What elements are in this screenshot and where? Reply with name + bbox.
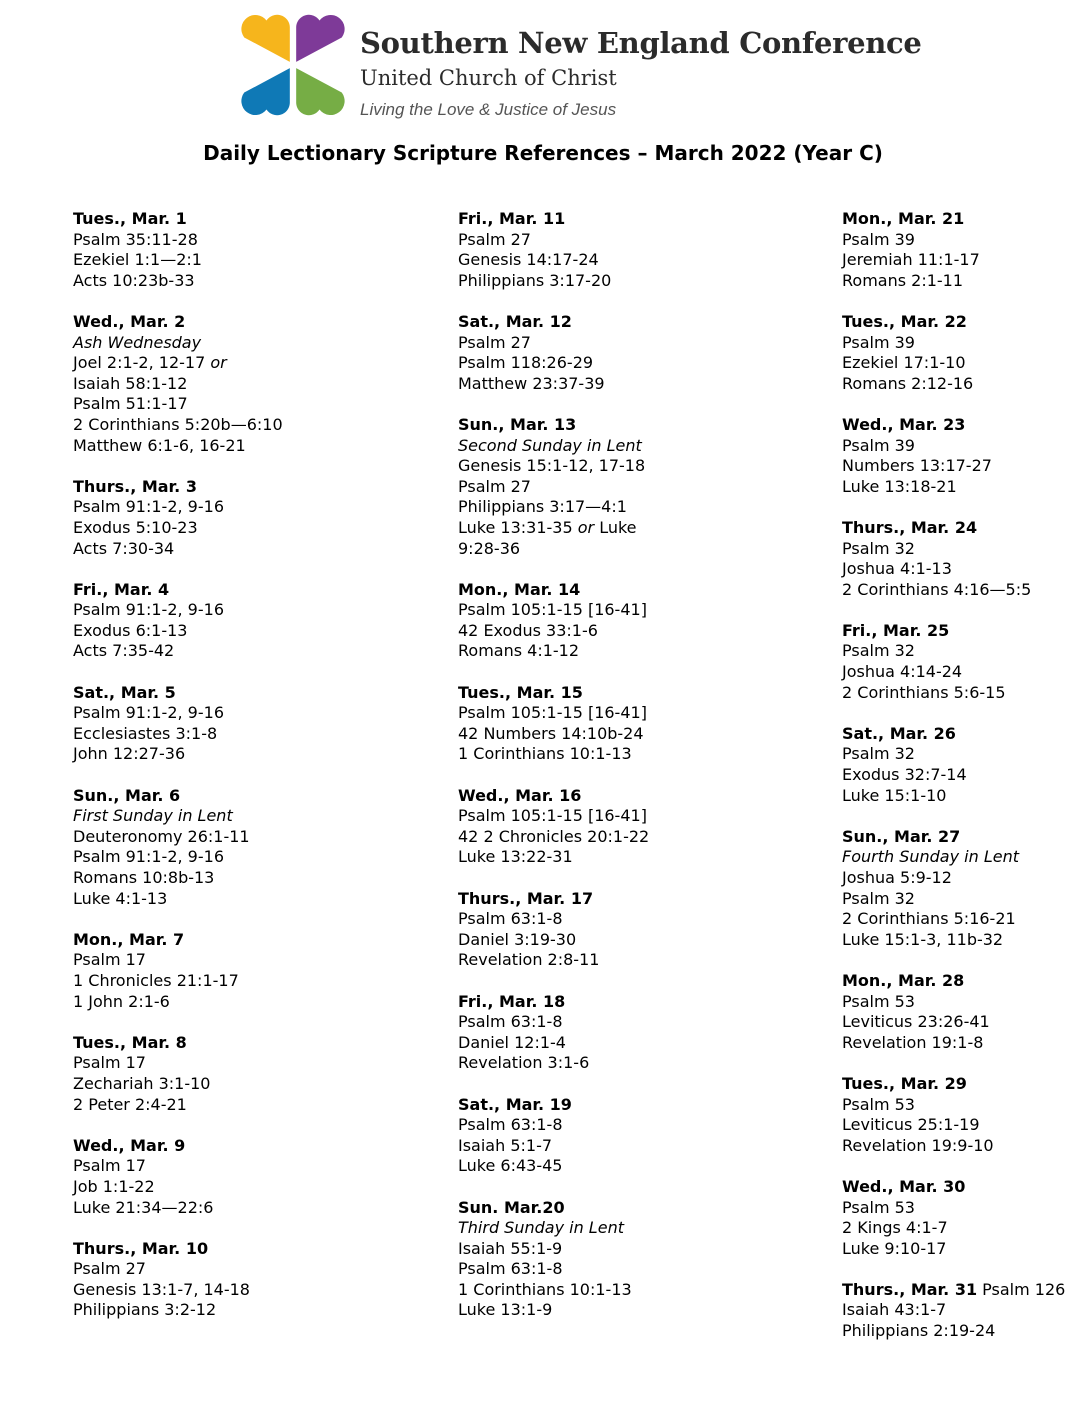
scripture-reference: Philippians 3:2-12	[73, 1300, 217, 1320]
scripture-reference: Luke 13:22-31	[458, 847, 573, 867]
day-date: Tues., Mar. 15	[458, 682, 583, 702]
scripture-reference: Philippians 3:17-20	[458, 270, 612, 290]
scripture-reference: Joshua 4:1-13	[842, 559, 952, 579]
scripture-reference: Psalm 39	[842, 435, 915, 455]
day-entry	[842, 724, 1082, 806]
day-heading	[73, 477, 453, 498]
scripture-reference: Ecclesiastes 3:1-8	[73, 723, 218, 743]
scripture-reference: 9:28-36	[458, 538, 521, 558]
scripture-reference: Acts 10:23b-33	[73, 270, 195, 290]
day-entry	[73, 786, 453, 910]
day-heading	[842, 1074, 1082, 1095]
day-entry	[842, 621, 1082, 703]
scripture-reference: 2 Kings 4:1-7	[842, 1218, 948, 1238]
scripture-reference: Psalm 91:1-2, 9-16	[73, 600, 224, 620]
day-date: Sun. Mar.20	[458, 1197, 565, 1217]
org-tagline: Living the Love & Justice of Jesus	[360, 100, 617, 119]
scripture-reference: Luke 13:1-9	[458, 1300, 553, 1320]
day-date: Wed., Mar. 23	[842, 414, 966, 434]
liturgical-note: Fourth Sunday in Lent	[842, 847, 1020, 867]
scripture-reference: Luke 4:1-13	[73, 888, 168, 908]
day-date: Thurs., Mar. 3	[73, 476, 197, 496]
liturgical-note: First Sunday in Lent	[73, 806, 233, 826]
day-entry	[73, 1136, 453, 1218]
day-heading	[458, 786, 838, 807]
scripture-reference: Romans 2:1-11	[842, 270, 964, 290]
day-entry	[842, 1177, 1082, 1259]
scripture-reference: Daniel 3:19-30	[458, 929, 577, 949]
reading-column-1	[73, 209, 453, 1342]
day-date: Fri., Mar. 25	[842, 620, 950, 640]
scripture-reference: Psalm 63:1-8	[458, 1115, 563, 1135]
scripture-reference: Luke 15:1-10	[842, 785, 947, 805]
day-entry	[458, 1095, 838, 1177]
scripture-reference: Joshua 5:9-12	[842, 868, 952, 887]
day-entry	[842, 415, 1082, 497]
day-heading	[458, 580, 838, 601]
scripture-reference: Acts 7:30-34	[73, 538, 175, 558]
scripture-reference: Daniel 12:1-4	[458, 1032, 566, 1052]
scripture-reference: Psalm 91:1-2, 9-16	[73, 847, 224, 867]
day-entry	[842, 1074, 1082, 1156]
day-date: Sat., Mar. 19	[458, 1094, 572, 1114]
scripture-reference: Luke 13:18-21	[842, 476, 957, 496]
scripture-reference: Psalm 91:1-2, 9-16	[73, 497, 224, 517]
day-heading	[842, 209, 1082, 230]
scripture-reference: Genesis 14:17-24	[458, 250, 599, 270]
scripture-reference: Luke 15:1-3, 11b-32	[842, 929, 1004, 949]
scripture-reference: Psalm 53	[842, 1094, 915, 1114]
scripture-reference: Psalm 32	[842, 538, 915, 558]
scripture-reference: Psalm 17	[73, 950, 146, 970]
day-entry	[458, 889, 838, 971]
day-heading	[842, 827, 1082, 848]
liturgical-note: Third Sunday in Lent	[458, 1218, 624, 1238]
day-entry	[458, 209, 838, 291]
day-date: Mon., Mar. 7	[73, 929, 185, 949]
document-title: Daily Lectionary Scripture References – March 2022 (Year C)	[203, 141, 883, 165]
heart-cross-logo-icon	[240, 12, 346, 118]
day-date: Tues., Mar. 8	[73, 1032, 187, 1052]
day-date: Mon., Mar. 28	[842, 970, 965, 990]
day-heading	[842, 1280, 1082, 1301]
day-date: Tues., Mar. 1	[73, 209, 187, 228]
scripture-reference: 1 Chronicles 21:1-17	[73, 970, 239, 990]
day-entry	[73, 580, 453, 662]
reading-column-3	[842, 209, 1082, 1362]
scripture-reference: Psalm 63:1-8	[458, 909, 563, 929]
scripture-reference: Genesis 13:1-7, 14-18	[73, 1279, 250, 1299]
scripture-reference: Philippians 2:19-24	[842, 1321, 996, 1341]
scripture-reference: Matthew 6:1-6, 16-21	[73, 435, 246, 455]
org-name: Southern New England Conference	[360, 26, 922, 60]
day-date: Sat., Mar. 12	[458, 311, 572, 331]
scripture-reference: Exodus 5:10-23	[73, 517, 198, 537]
day-entry	[842, 312, 1082, 394]
reading-column-2	[458, 209, 838, 1342]
scripture-reference: Jeremiah 11:1-17	[842, 250, 980, 270]
scripture-reference: Isaiah 55:1-9	[458, 1238, 563, 1258]
day-date: Tues., Mar. 22	[842, 311, 967, 331]
day-heading	[73, 1136, 453, 1157]
day-heading	[73, 209, 453, 230]
day-heading	[73, 1033, 453, 1054]
day-heading	[458, 683, 838, 704]
day-entry	[842, 971, 1082, 1053]
scripture-reference: Deuteronomy 26:1-11	[73, 826, 250, 846]
scripture-reference: Psalm 27	[458, 476, 531, 496]
scripture-reference: Isaiah 58:1-12	[73, 373, 188, 393]
scripture-reference: Isaiah 5:1-7	[458, 1135, 553, 1155]
scripture-reference: Revelation 19:1-8	[842, 1032, 984, 1052]
scripture-reference: Psalm 53	[842, 1197, 915, 1217]
day-heading	[458, 1095, 838, 1116]
scripture-reference: Joel 2:1-2, 12-17 or	[73, 353, 227, 373]
scripture-reference: Joshua 4:14-24	[842, 662, 963, 682]
day-date: Fri., Mar. 18	[458, 991, 566, 1011]
scripture-reference: Psalm 27	[458, 332, 531, 352]
letterhead	[240, 12, 922, 122]
scripture-reference: 1 John 2:1-6	[73, 991, 170, 1011]
scripture-reference: Isaiah 43:1-7	[842, 1300, 947, 1320]
day-date: Sun., Mar. 6	[73, 785, 181, 805]
day-heading	[842, 971, 1082, 992]
liturgical-note: Second Sunday in Lent	[458, 435, 642, 455]
day-heading	[73, 930, 453, 951]
day-entry	[73, 209, 453, 291]
scripture-reference: Psalm 17	[73, 1053, 146, 1073]
scripture-reference: Psalm 17	[73, 1156, 146, 1176]
scripture-reference: Psalm 63:1-8	[458, 1259, 563, 1279]
day-date: Wed., Mar. 9	[73, 1135, 186, 1155]
day-date: Wed., Mar. 30	[842, 1176, 966, 1196]
day-date: Sun., Mar. 27	[842, 826, 961, 846]
scripture-reference: Revelation 2:8-11	[458, 950, 600, 970]
scripture-reference: Psalm 32	[842, 641, 915, 661]
day-date: Thurs., Mar. 24	[842, 517, 978, 537]
day-entry	[73, 312, 453, 456]
scripture-reference: Revelation 19:9-10	[842, 1135, 994, 1155]
scripture-reference: Psalm 27	[458, 229, 531, 249]
scripture-reference: Revelation 3:1-6	[458, 1053, 590, 1073]
scripture-reference: Exodus 32:7-14	[842, 765, 967, 785]
scripture-reference: 42 Exodus 33:1-6	[458, 620, 598, 640]
day-heading	[458, 1198, 838, 1219]
day-entry	[458, 580, 838, 662]
scripture-reference: Luke 21:34—22:6	[73, 1197, 214, 1217]
day-date: Wed., Mar. 2	[73, 311, 186, 331]
day-heading	[73, 312, 453, 333]
scripture-reference: 2 Peter 2:4-21	[73, 1094, 187, 1114]
scripture-reference: Psalm 63:1-8	[458, 1012, 563, 1032]
day-date: Thurs., Mar. 10	[73, 1238, 209, 1258]
scripture-reference: Zechariah 3:1-10	[73, 1073, 211, 1093]
scripture-reference: Psalm 32	[842, 744, 915, 764]
day-entry	[73, 1239, 453, 1321]
day-entry	[842, 518, 1082, 600]
scripture-reference: Leviticus 23:26-41	[842, 1012, 990, 1032]
day-heading	[842, 312, 1082, 333]
scripture-reference: Ezekiel 1:1—2:1	[73, 250, 202, 270]
day-date: Mon., Mar. 21	[842, 209, 965, 228]
scripture-reference: Philippians 3:17—4:1	[458, 497, 627, 517]
day-entry	[458, 1198, 838, 1322]
day-entry	[842, 209, 1082, 291]
day-date: Tues., Mar. 29	[842, 1073, 967, 1093]
day-heading	[458, 312, 838, 333]
day-entry	[842, 1280, 1082, 1342]
scripture-reference: Psalm 105:1-15 [16-41]	[458, 703, 647, 723]
scripture-reference: Luke 13:31-35 or Luke	[458, 517, 637, 537]
scripture-reference: Luke 6:43-45	[458, 1156, 563, 1176]
scripture-reference: Romans 4:1-12	[458, 641, 580, 661]
scripture-reference: Numbers 13:17-27	[842, 456, 992, 476]
scripture-reference: 2 Corinthians 5:20b—6:10	[73, 414, 283, 434]
day-date: Sat., Mar. 5	[73, 682, 176, 702]
day-date: Mon., Mar. 14	[458, 579, 581, 599]
day-entry	[458, 415, 838, 559]
scripture-reference: Psalm 51:1-17	[73, 394, 188, 414]
scripture-reference: 2 Corinthians 5:16-21	[842, 909, 1016, 929]
day-entry	[458, 786, 838, 868]
scripture-reference: John 12:27-36	[73, 744, 186, 764]
day-date: Wed., Mar. 16	[458, 785, 582, 805]
day-heading	[458, 209, 838, 230]
day-entry	[73, 1033, 453, 1115]
day-entry	[73, 477, 453, 559]
scripture-reference: Psalm 105:1-15 [16-41]	[458, 806, 647, 826]
scripture-reference: Psalm 32	[842, 888, 915, 908]
day-entry	[458, 992, 838, 1074]
day-heading	[458, 889, 838, 910]
scripture-reference: Psalm 35:11-28	[73, 229, 198, 249]
day-heading	[842, 724, 1082, 745]
scripture-reference: 1 Corinthians 10:1-13	[458, 744, 632, 764]
day-heading	[842, 621, 1082, 642]
scripture-reference: 1 Corinthians 10:1-13	[458, 1279, 632, 1299]
day-heading	[73, 580, 453, 601]
reading-inline: Psalm 126	[982, 1279, 1066, 1299]
scripture-reference: Psalm 39	[842, 332, 915, 352]
day-date: Sat., Mar. 26	[842, 723, 956, 743]
scripture-reference: Luke 9:10-17	[842, 1238, 947, 1258]
day-date: Thurs., Mar. 31	[842, 1279, 978, 1299]
scripture-reference: Leviticus 25:1-19	[842, 1115, 980, 1135]
day-heading	[842, 415, 1082, 436]
day-entry	[842, 827, 1082, 951]
day-date: Sun., Mar. 13	[458, 414, 577, 434]
scripture-reference: Acts 7:35-42	[73, 641, 175, 661]
day-heading	[842, 1177, 1082, 1198]
scripture-reference: 2 Corinthians 4:16—5:5	[842, 579, 1032, 599]
scripture-reference: 2 Corinthians 5:6-15	[842, 682, 1006, 702]
scripture-reference: Psalm 27	[73, 1259, 146, 1279]
scripture-reference: 42 Numbers 14:10b-24	[458, 723, 644, 743]
scripture-reference: Psalm 53	[842, 991, 915, 1011]
org-subtitle: United Church of Christ	[360, 66, 617, 90]
day-entry	[458, 312, 838, 394]
scripture-reference: Job 1:1-22	[73, 1176, 155, 1196]
liturgical-note: Ash Wednesday	[73, 332, 202, 352]
scripture-reference: Matthew 23:37-39	[458, 373, 605, 393]
scripture-reference: Romans 10:8b-13	[73, 868, 215, 887]
day-entry	[73, 930, 453, 1012]
scripture-reference: Psalm 39	[842, 229, 915, 249]
day-date: Thurs., Mar. 17	[458, 888, 594, 908]
day-date: Fri., Mar. 11	[458, 209, 566, 228]
day-heading	[842, 518, 1082, 539]
day-heading	[458, 992, 838, 1013]
day-entry	[73, 683, 453, 765]
scripture-reference: Psalm 105:1-15 [16-41]	[458, 600, 647, 620]
scripture-reference: Genesis 15:1-12, 17-18	[458, 456, 646, 476]
day-heading	[73, 1239, 453, 1260]
scripture-reference: Ezekiel 17:1-10	[842, 353, 966, 373]
day-entry	[458, 683, 838, 765]
day-heading	[73, 683, 453, 704]
scripture-reference: Romans 2:12-16	[842, 373, 974, 393]
scripture-reference: Psalm 91:1-2, 9-16	[73, 703, 224, 723]
scripture-reference: 42 2 Chronicles 20:1-22	[458, 826, 650, 846]
scripture-reference: Exodus 6:1-13	[73, 620, 188, 640]
day-heading	[73, 786, 453, 807]
day-date: Fri., Mar. 4	[73, 579, 170, 599]
scripture-reference: Psalm 118:26-29	[458, 353, 594, 373]
day-heading	[458, 415, 838, 436]
